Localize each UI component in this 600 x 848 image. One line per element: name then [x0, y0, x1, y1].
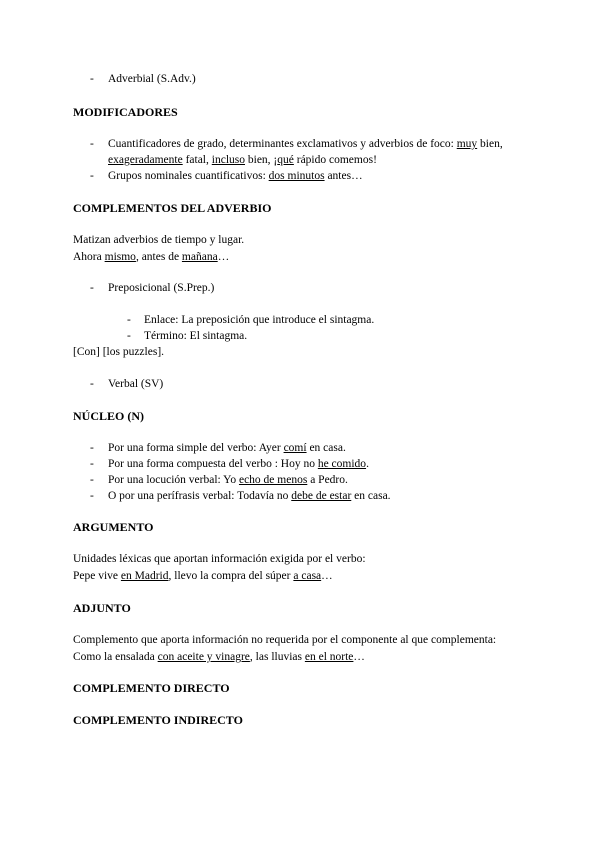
underlined-example: comí: [283, 442, 307, 454]
bullet-dash: -: [90, 73, 94, 85]
modificadores-list: [0, 136, 600, 184]
heading-nucleo: NÚCLEO (N): [73, 409, 144, 423]
example-line: [Con] [los puzzles].: [73, 346, 165, 358]
list-item: [0, 456, 600, 472]
underlined-example: a casa: [293, 570, 322, 582]
paragraph-line: Pepe vive en Madrid, llevo la compra del súper a casa…: [73, 570, 333, 582]
paragraph-line: Complemento que aporta información no requerida por el componente al que complementa:: [73, 634, 497, 646]
list-item: [0, 136, 600, 152]
underlined-example: incluso: [211, 154, 245, 166]
underlined-example: debe de estar: [291, 490, 352, 502]
heading-modificadores: MODIFICADORES: [73, 105, 178, 119]
paragraph-line: Unidades léxicas que aportan información exigida por el verbo:: [73, 553, 366, 565]
bullet-dash: -: [90, 282, 94, 294]
list-item: [0, 488, 600, 504]
argumento-paragraph: [73, 551, 366, 585]
list-item: [0, 168, 600, 184]
bullet-dash: -: [127, 314, 131, 326]
underlined-example: qué: [277, 154, 294, 166]
bullet-dash: -: [90, 458, 94, 470]
list-item-text: Por una forma compuesta del verbo : Hoy no he comido.: [108, 458, 369, 470]
underlined-example: he comido: [317, 458, 367, 470]
list-item: [0, 280, 600, 296]
list-item-text: Grupos nominales cuantificativos: dos minutos antes…: [108, 170, 363, 182]
complementos-paragraph: [73, 232, 244, 266]
list-item: [0, 376, 600, 392]
paragraph-line: Matizan adverbios de tiempo y lugar.: [73, 234, 245, 246]
list-item: [0, 312, 600, 328]
paragraph-line: Ahora mismo, antes de mañana…: [73, 251, 230, 263]
underlined-example: con aceite y vinagre: [157, 651, 250, 663]
preposicional-sublist: [0, 312, 600, 344]
preposicional-list: [0, 280, 600, 296]
list-item-text: Enlace: La preposición que introduce el sintagma.: [144, 314, 375, 326]
heading-argumento: ARGUMENTO: [73, 520, 154, 534]
list-item: [0, 472, 600, 488]
list-item-text: Preposicional (S.Prep.): [108, 282, 215, 294]
list-item-text: Verbal (SV): [108, 378, 164, 390]
paragraph-line: Como la ensalada con aceite y vinagre, las lluvias en el norte…: [73, 651, 365, 663]
list-item-text: Término: El sintagma.: [144, 330, 248, 342]
bullet-dash: -: [90, 490, 94, 502]
list-item-text: Cuantificadores de grado, determinantes exclamativos y adverbios de foco: muy bien,: [108, 138, 503, 150]
heading-complemento-directo: COMPLEMENTO DIRECTO: [73, 681, 230, 695]
underlined-example: en el norte: [304, 651, 354, 663]
list-item: [0, 328, 600, 344]
bullet-dash: -: [90, 378, 94, 390]
adjunto-paragraph: [73, 632, 496, 666]
heading-adjunto: ADJUNTO: [73, 601, 131, 615]
underlined-example: echo de menos: [238, 474, 308, 486]
list-item-text: Adverbial (S.Adv.): [108, 73, 196, 85]
adverbial-list: [0, 71, 600, 87]
nucleo-list: [0, 440, 600, 504]
bullet-dash: -: [90, 442, 94, 454]
underlined-example: muy: [456, 138, 478, 150]
list-item-text: O por una perífrasis verbal: Todavía no debe de estar en casa.: [108, 490, 391, 502]
underlined-example: en Madrid: [120, 570, 169, 582]
list-item: [0, 440, 600, 456]
bullet-dash: -: [90, 474, 94, 486]
list-item-text: Por una forma simple del verbo: Ayer comí en casa.: [108, 442, 346, 454]
underlined-example: mañana: [181, 251, 218, 263]
heading-complementos-del-adverbio: COMPLEMENTOS DEL ADVERBIO: [73, 201, 272, 215]
verbal-list: [0, 376, 600, 392]
bullet-dash: -: [90, 138, 94, 150]
heading-complemento-indirecto: COMPLEMENTO INDIRECTO: [73, 713, 243, 727]
underlined-example: dos minutos: [268, 170, 325, 182]
bullet-dash: -: [127, 330, 131, 342]
list-item: [0, 71, 600, 87]
underlined-example: mismo: [104, 251, 136, 263]
list-item-text: Por una locución verbal: Yo echo de menos a Pedro.: [108, 474, 348, 486]
bullet-dash: -: [90, 170, 94, 182]
list-item-continuation: exageradamente fatal, incluso bien, ¡qué rápido comemos!: [108, 154, 377, 166]
underlined-example: exageradamente: [108, 154, 183, 166]
